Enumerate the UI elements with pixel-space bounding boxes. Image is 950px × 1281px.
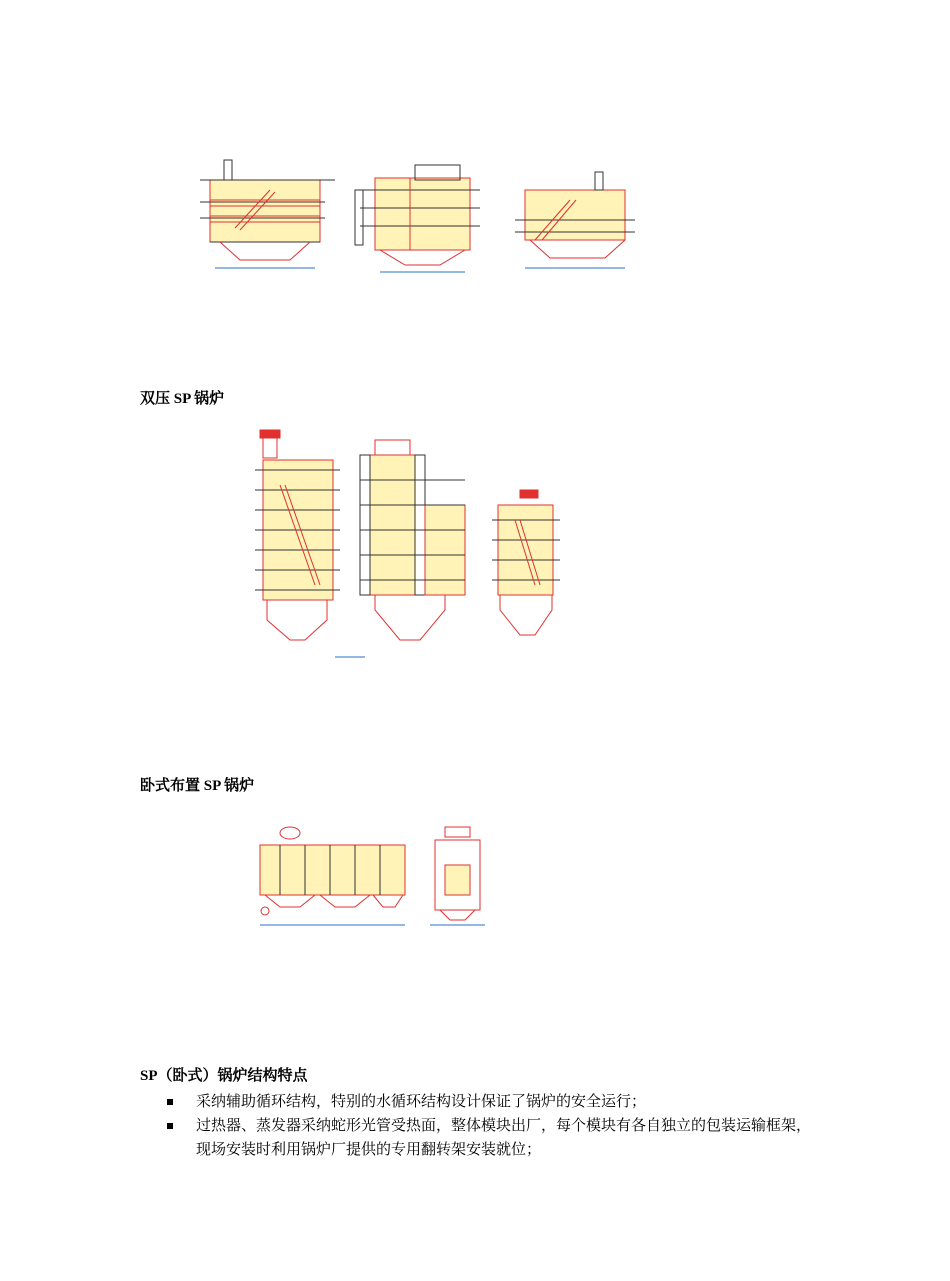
horizontal-boiler-drawing — [255, 825, 495, 935]
boiler-elevation-drawing-top — [180, 150, 650, 285]
feature-list — [140, 1090, 820, 1162]
section-heading-structure-features: SP（卧式）锅炉结构特点 — [140, 1068, 308, 1084]
square-bullet-icon — [167, 1123, 173, 1129]
dual-pressure-side-view — [255, 430, 340, 640]
list-item — [140, 1090, 820, 1114]
list-item — [140, 1114, 820, 1162]
dual-pressure-front-view — [360, 440, 465, 640]
square-bullet-icon — [167, 1099, 173, 1105]
left-elevation-view — [200, 160, 335, 268]
dual-pressure-low-pressure-view — [492, 490, 560, 635]
section-heading-dual-pressure: 双压 SP 锅炉 — [140, 391, 225, 407]
horizontal-side-view — [260, 827, 405, 925]
horizontal-end-view — [430, 827, 485, 925]
dual-pressure-boiler-drawing — [245, 425, 585, 665]
feature-text: 过热器、蒸发器采纳蛇形光管受热面，整体模块出厂，每个模块有各自独立的包装运输框架，现场安装时利用锅炉厂提供的专用翻转架安装就位； — [196, 1118, 812, 1158]
section-heading-horizontal-layout: 卧式布置 SP 锅炉 — [140, 778, 255, 794]
right-elevation-view — [515, 172, 635, 268]
middle-elevation-view — [355, 165, 480, 272]
feature-text: 采纳辅助循环结构，特别的水循环结构设计保证了锅炉的安全运行； — [196, 1094, 647, 1110]
